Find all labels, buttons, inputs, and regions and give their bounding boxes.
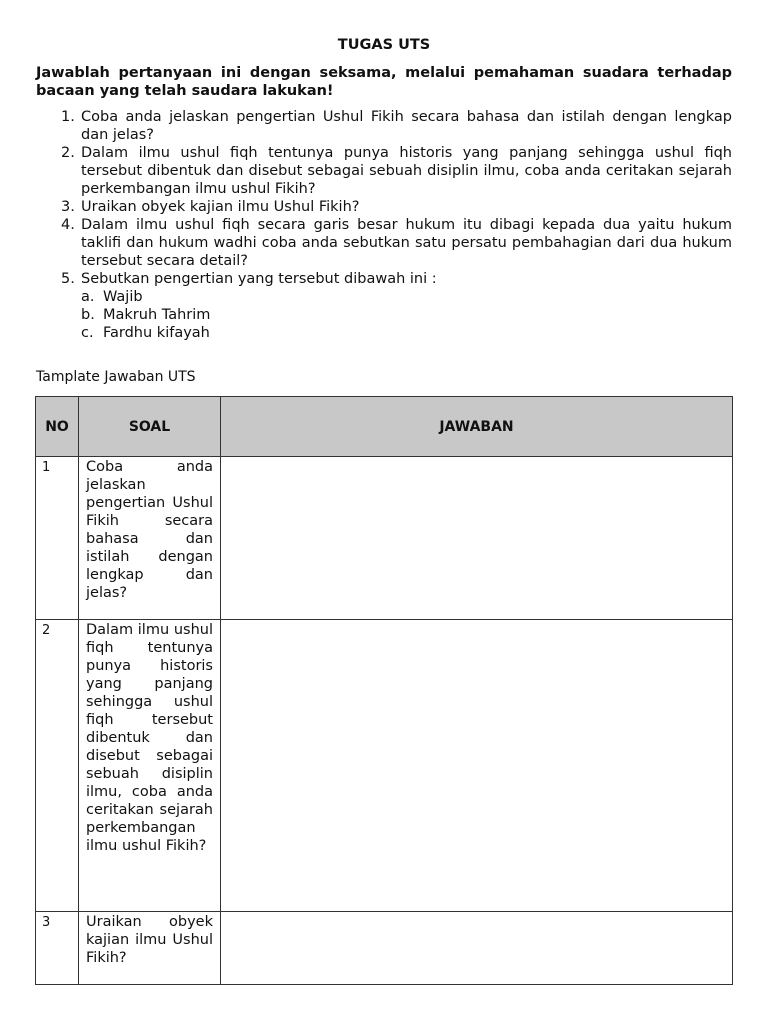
sub-question-item: [81, 324, 732, 342]
question-text: Coba anda jelaskan pengertian Ushul Fikih secara bahasa dan istilah dengan lengkap dan jelas?: [81, 109, 732, 143]
question-item: [36, 108, 732, 144]
cell-no: 1: [36, 457, 79, 620]
sub-question-text: Wajib: [103, 289, 143, 305]
table-row: [36, 457, 733, 620]
question-number: 4.: [61, 217, 75, 233]
question-item: [36, 216, 732, 270]
sub-question-text: Makruh Tahrim: [103, 307, 211, 323]
header-jawaban: JAWABAN: [221, 397, 733, 457]
sub-question-item: [81, 306, 732, 324]
template-label: Tamplate Jawaban UTS: [36, 369, 196, 385]
table-row: [36, 912, 733, 985]
question-text: Sebutkan pengertian yang tersebut dibawah ini :: [81, 271, 437, 287]
cell-soal: Dalam ilmu ushul fiqh tentunya punya historis yang panjang sehingga ushul fiqh tersebut dibentuk dan disebut sebagai sebuah disiplin ilmu, coba anda ceritakan sejarah perkembangan ilmu ushul Fikih?: [79, 620, 221, 912]
cell-no: 3: [36, 912, 79, 985]
table-row: [36, 620, 733, 912]
cell-no: 2: [36, 620, 79, 912]
instruction-text: Jawablah pertanyaan ini dengan seksama, melalui pemahaman suadara terhadap bacaan yang telah saudara lakukan!: [36, 65, 732, 99]
sub-question-list: [81, 288, 732, 342]
question-item: [36, 144, 732, 198]
question-number: 1.: [61, 109, 75, 125]
question-number: 2.: [61, 145, 75, 161]
sub-question-label: a.: [81, 289, 95, 305]
cell-jawaban[interactable]: [221, 912, 733, 985]
cell-soal: Coba anda jelaskan pengertian Ushul Fikih secara bahasa dan istilah dengan lengkap dan jelas?: [79, 457, 221, 620]
header-soal: SOAL: [79, 397, 221, 457]
table-header-row: [36, 397, 733, 457]
question-item: [36, 270, 732, 342]
question-text: Uraikan obyek kajian ilmu Ushul Fikih?: [81, 199, 360, 215]
question-item: [36, 198, 732, 216]
header-no: NO: [36, 397, 79, 457]
question-number: 3.: [61, 199, 75, 215]
cell-jawaban[interactable]: [221, 457, 733, 620]
question-text: Dalam ilmu ushul fiqh tentunya punya historis yang panjang sehingga ushul fiqh tersebut dibentuk dan disebut sebagai sebuah disiplin ilmu, coba anda ceritakan sejarah perkembangan ilmu ushul Fikih?: [81, 145, 732, 197]
question-text: Dalam ilmu ushul fiqh secara garis besar hukum itu dibagi kepada dua yaitu hukum taklifi dan hukum wadhi coba anda sebutkan satu persatu pembahagian dari dua hukum tersebut secara detail?: [81, 217, 732, 269]
sub-question-label: c.: [81, 325, 94, 341]
question-block: [81, 270, 732, 342]
question-number: 5.: [61, 271, 75, 287]
sub-question-label: b.: [81, 307, 95, 323]
question-list: [36, 108, 732, 342]
cell-soal: Uraikan obyek kajian ilmu Ushul Fikih?: [79, 912, 221, 985]
sub-question-item: [81, 288, 732, 306]
cell-jawaban[interactable]: [221, 620, 733, 912]
sub-question-text: Fardhu kifayah: [103, 325, 210, 341]
document-title: TUGAS UTS: [337, 37, 431, 53]
answer-table: [35, 396, 733, 985]
